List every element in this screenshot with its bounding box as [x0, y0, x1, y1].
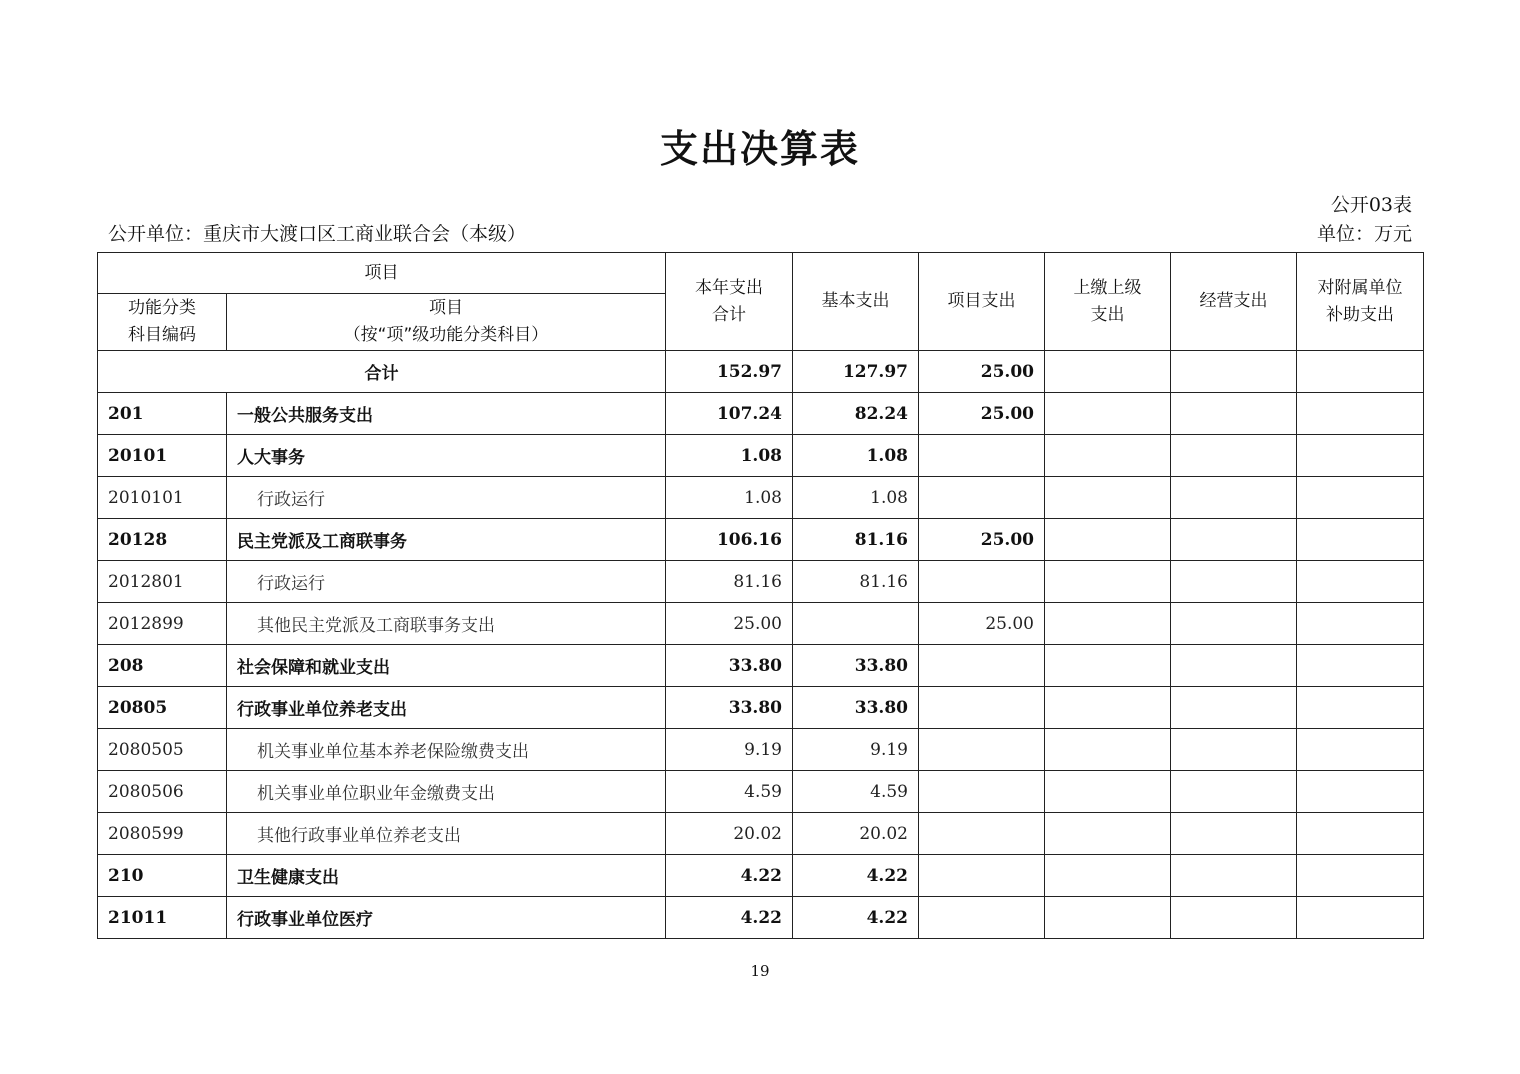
cell-project [919, 435, 1045, 477]
total-label: 合计 [98, 351, 666, 393]
cell-total: 107.24 [666, 393, 793, 435]
cell-basic: 20.02 [793, 813, 919, 855]
table-row [98, 687, 1424, 729]
cell-total: 4.22 [666, 897, 793, 939]
cell-business [1171, 519, 1297, 561]
cell-project [919, 855, 1045, 897]
cell-business [1171, 435, 1297, 477]
cell-business [1171, 477, 1297, 519]
cell-upper [1045, 393, 1171, 435]
cell-basic: 4.22 [793, 897, 919, 939]
cell-upper [1045, 855, 1171, 897]
cell-upper [1045, 603, 1171, 645]
cell-business [1171, 813, 1297, 855]
header-business: 经营支出 [1171, 253, 1297, 351]
cell-subsidy [1297, 645, 1424, 687]
table-row [98, 729, 1424, 771]
cell-name: 行政事业单位医疗 [227, 897, 666, 939]
table-row [98, 813, 1424, 855]
cell-total: 25.00 [666, 603, 793, 645]
currency-unit: 单位：万元 [1316, 223, 1412, 245]
cell-basic: 1.08 [793, 435, 919, 477]
cell-basic: 33.80 [793, 687, 919, 729]
cell-basic: 82.24 [793, 393, 919, 435]
cell-total: 9.19 [666, 729, 793, 771]
cell-basic: 1.08 [793, 477, 919, 519]
cell-business [1171, 603, 1297, 645]
cell-total: 33.80 [666, 645, 793, 687]
cell-upper [1045, 687, 1171, 729]
total-cell-total: 152.97 [666, 351, 793, 393]
cell-business [1171, 561, 1297, 603]
cell-upper [1045, 645, 1171, 687]
cell-basic: 4.59 [793, 771, 919, 813]
cell-basic [793, 603, 919, 645]
total-cell-subsidy [1297, 351, 1424, 393]
header-name: 项目 （按“项”级功能分类科目） [227, 294, 666, 351]
publishing-unit: 公开单位：重庆市大渡口区工商业联合会（本级） [108, 223, 527, 245]
cell-code: 20101 [98, 435, 227, 477]
cell-business [1171, 645, 1297, 687]
total-cell-business [1171, 351, 1297, 393]
header-code: 功能分类 科目编码 [98, 294, 227, 351]
cell-subsidy [1297, 435, 1424, 477]
cell-total: 81.16 [666, 561, 793, 603]
cell-subsidy [1297, 519, 1424, 561]
cell-name: 行政运行 [227, 477, 666, 519]
table-row [98, 435, 1424, 477]
cell-subsidy [1297, 561, 1424, 603]
total-cell-project: 25.00 [919, 351, 1045, 393]
cell-name: 其他行政事业单位养老支出 [227, 813, 666, 855]
cell-subsidy [1297, 771, 1424, 813]
cell-upper [1045, 771, 1171, 813]
cell-project [919, 561, 1045, 603]
cell-project: 25.00 [919, 393, 1045, 435]
cell-project [919, 645, 1045, 687]
cell-project [919, 897, 1045, 939]
table-row [98, 519, 1424, 561]
header-project-group: 项目 [98, 253, 666, 294]
cell-project [919, 477, 1045, 519]
cell-name: 社会保障和就业支出 [227, 645, 666, 687]
cell-upper [1045, 729, 1171, 771]
cell-project [919, 813, 1045, 855]
total-cell-basic: 127.97 [793, 351, 919, 393]
cell-subsidy [1297, 813, 1424, 855]
table-header [98, 253, 1424, 351]
total-row [98, 351, 1424, 393]
cell-basic: 33.80 [793, 645, 919, 687]
table-row [98, 897, 1424, 939]
cell-code: 2012899 [98, 603, 227, 645]
header-upper: 上缴上级 支出 [1045, 253, 1171, 351]
cell-name: 一般公共服务支出 [227, 393, 666, 435]
cell-code: 201 [98, 393, 227, 435]
cell-total: 4.59 [666, 771, 793, 813]
table-number: 公开03表 [1330, 194, 1412, 216]
cell-upper [1045, 477, 1171, 519]
cell-subsidy [1297, 897, 1424, 939]
cell-upper [1045, 519, 1171, 561]
table-row [98, 393, 1424, 435]
cell-total: 20.02 [666, 813, 793, 855]
cell-code: 2012801 [98, 561, 227, 603]
cell-name: 机关事业单位基本养老保险缴费支出 [227, 729, 666, 771]
cell-code: 2010101 [98, 477, 227, 519]
cell-upper [1045, 435, 1171, 477]
cell-subsidy [1297, 687, 1424, 729]
header-basic: 基本支出 [793, 253, 919, 351]
cell-code: 2080599 [98, 813, 227, 855]
cell-project: 25.00 [919, 519, 1045, 561]
cell-total: 4.22 [666, 855, 793, 897]
expenditure-table [97, 252, 1424, 939]
total-cell-upper [1045, 351, 1171, 393]
table-row [98, 855, 1424, 897]
cell-basic: 81.16 [793, 519, 919, 561]
cell-business [1171, 687, 1297, 729]
cell-code: 2080505 [98, 729, 227, 771]
page-title: 支出决算表 [659, 127, 860, 171]
cell-code: 20128 [98, 519, 227, 561]
cell-business [1171, 771, 1297, 813]
cell-subsidy [1297, 393, 1424, 435]
table-row [98, 603, 1424, 645]
cell-code: 208 [98, 645, 227, 687]
cell-subsidy [1297, 603, 1424, 645]
cell-subsidy [1297, 477, 1424, 519]
header-project: 项目支出 [919, 253, 1045, 351]
table-row [98, 771, 1424, 813]
page-number: 19 [750, 962, 770, 980]
cell-code: 210 [98, 855, 227, 897]
cell-total: 1.08 [666, 477, 793, 519]
header-total: 本年支出 合计 [666, 253, 793, 351]
cell-code: 20805 [98, 687, 227, 729]
cell-business [1171, 393, 1297, 435]
cell-basic: 4.22 [793, 855, 919, 897]
cell-business [1171, 897, 1297, 939]
cell-total: 106.16 [666, 519, 793, 561]
table-body [98, 351, 1424, 939]
cell-name: 其他民主党派及工商联事务支出 [227, 603, 666, 645]
cell-total: 33.80 [666, 687, 793, 729]
cell-upper [1045, 897, 1171, 939]
cell-name: 民主党派及工商联事务 [227, 519, 666, 561]
cell-project: 25.00 [919, 603, 1045, 645]
cell-code: 2080506 [98, 771, 227, 813]
cell-project [919, 729, 1045, 771]
cell-project [919, 771, 1045, 813]
table-row [98, 477, 1424, 519]
cell-basic: 9.19 [793, 729, 919, 771]
cell-project [919, 687, 1045, 729]
table-row [98, 561, 1424, 603]
cell-subsidy [1297, 855, 1424, 897]
cell-upper [1045, 813, 1171, 855]
header-subsidy: 对附属单位 补助支出 [1297, 253, 1424, 351]
table-row [98, 645, 1424, 687]
cell-upper [1045, 561, 1171, 603]
cell-name: 卫生健康支出 [227, 855, 666, 897]
cell-business [1171, 855, 1297, 897]
cell-name: 人大事务 [227, 435, 666, 477]
cell-name: 行政运行 [227, 561, 666, 603]
cell-subsidy [1297, 729, 1424, 771]
cell-basic: 81.16 [793, 561, 919, 603]
cell-business [1171, 729, 1297, 771]
cell-name: 机关事业单位职业年金缴费支出 [227, 771, 666, 813]
cell-code: 21011 [98, 897, 227, 939]
cell-name: 行政事业单位养老支出 [227, 687, 666, 729]
cell-total: 1.08 [666, 435, 793, 477]
